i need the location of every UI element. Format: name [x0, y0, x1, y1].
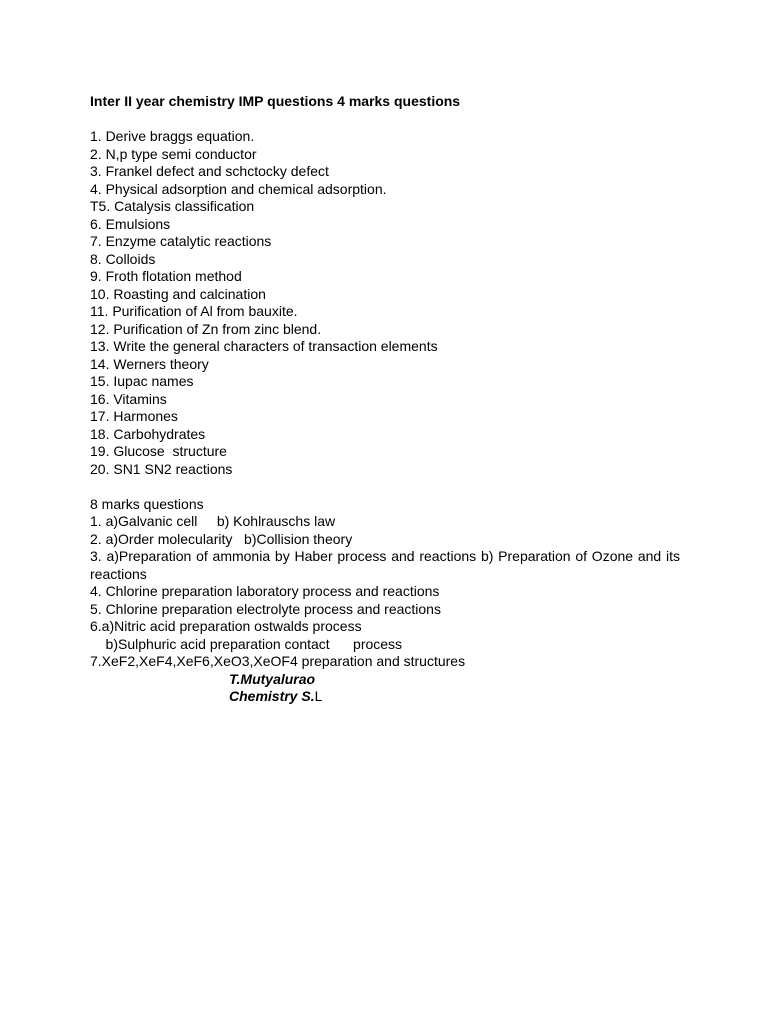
list-item: 13. Write the general characters of transaction elements [90, 338, 438, 354]
designation-bold: Chemistry S. [229, 688, 315, 704]
list-item: 7.XeF2,XeF4,XeF6,XeO3,XeOF4 preparation and structures [90, 653, 466, 669]
list-item: 2. a)Order molecularity b)Collision theory [90, 530, 353, 547]
list-item: 11. Purification of Al from bauxite. [90, 303, 298, 319]
list-item: 6. Emulsions [90, 215, 171, 232]
document-title: Inter II year chemistry IMP questions 4 marks questions [90, 93, 461, 109]
signature-designation [229, 688, 680, 706]
list-item: 19. Glucose structure [90, 443, 227, 459]
list-item: 9. Froth flotation method [90, 268, 242, 284]
list-item: 1. Derive braggs equation. [90, 128, 255, 144]
list-item: 15. Iupac names [90, 373, 194, 389]
list-item: 2. N,p type semi conductor [90, 145, 257, 162]
list-item: 3. Frankel defect and schctocky defect [90, 163, 329, 179]
list-item: 18. Carbohydrates [90, 425, 206, 442]
spacer [90, 111, 680, 129]
list-item: T5. Catalysis classification [90, 198, 255, 214]
document-page [90, 93, 680, 706]
signature-name: T.Mutyalurao [229, 670, 316, 687]
list-item: 3. a)Preparation of ammonia by Haber process and reactions b) Preparation of Ozone and its reactions [90, 548, 680, 582]
designation-plain: L [314, 688, 323, 704]
list-item: 20. SN1 SN2 reactions [90, 460, 233, 477]
four-mark-question-list [90, 128, 680, 478]
list-item: 7. Enzyme catalytic reactions [90, 233, 272, 249]
list-item: 6.a)Nitric acid preparation ostwalds process [90, 618, 362, 634]
list-item: 16. Vitamins [90, 390, 167, 407]
list-item: 1. a)Galvanic cell b) Kohlrauschs law [90, 513, 336, 529]
list-item: 4. Physical adsorption and chemical adsorption. [90, 180, 387, 197]
signature-block [90, 671, 680, 706]
list-item: 8. Colloids [90, 250, 156, 267]
list-item: 10. Roasting and calcination [90, 285, 266, 302]
list-item: 4. Chlorine preparation laboratory process and reactions [90, 583, 440, 599]
list-item: b)Sulphuric acid preparation contact process [90, 635, 403, 652]
eight-mark-question-list [90, 513, 680, 671]
spacer [90, 478, 680, 496]
list-item: 12. Purification of Zn from zinc blend. [90, 320, 322, 337]
list-item: 14. Werners theory [90, 355, 209, 372]
list-item: 5. Chlorine preparation electrolyte process and reactions [90, 600, 441, 617]
list-item: 17. Harmones [90, 408, 178, 424]
section-heading-eight-marks: 8 marks questions [90, 495, 204, 512]
